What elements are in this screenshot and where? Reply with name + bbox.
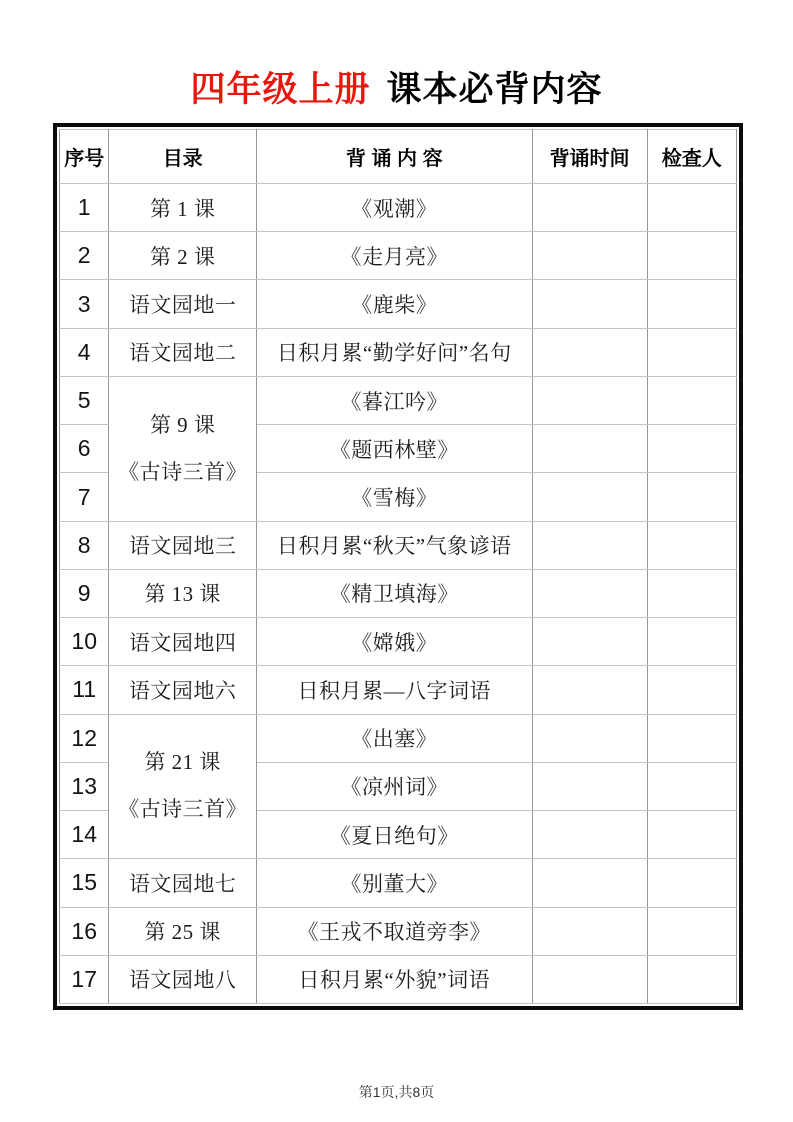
- catalog-cell: 第 13 课: [109, 569, 257, 617]
- content-cell: 《精卫填海》: [256, 569, 532, 617]
- table-row: [60, 714, 737, 762]
- checker-cell: [647, 184, 736, 232]
- content-cell: 日积月累—八字词语: [256, 666, 532, 714]
- checker-cell: [647, 811, 736, 859]
- header-row: [60, 130, 737, 184]
- catalog-cell: 第 1 课: [109, 184, 257, 232]
- content-cell: 《鹿柴》: [256, 280, 532, 328]
- time-cell: [532, 762, 647, 810]
- time-cell: [532, 280, 647, 328]
- checker-cell: [647, 521, 736, 569]
- serial-cell: 1: [60, 184, 109, 232]
- serial-cell: 14: [60, 811, 109, 859]
- checker-cell: [647, 907, 736, 955]
- time-cell: [532, 184, 647, 232]
- content-cell: 《雪梅》: [256, 473, 532, 521]
- content-cell: 《别董大》: [256, 859, 532, 907]
- column-header-time: 背诵时间: [532, 130, 647, 184]
- table-row: [60, 232, 737, 280]
- time-cell: [532, 473, 647, 521]
- time-cell: [532, 714, 647, 762]
- table-row: [60, 666, 737, 714]
- catalog-cell-merged: [109, 376, 257, 521]
- checker-cell: [647, 955, 736, 1003]
- catalog-cell: 语文园地四: [109, 618, 257, 666]
- catalog-cell: 语文园地一: [109, 280, 257, 328]
- serial-cell: 13: [60, 762, 109, 810]
- time-cell: [532, 811, 647, 859]
- page-title: [0, 62, 793, 112]
- catalog-cell: 第 25 课: [109, 907, 257, 955]
- checker-cell: [647, 714, 736, 762]
- time-cell: [532, 569, 647, 617]
- time-cell: [532, 376, 647, 424]
- content-cell: 《凉州词》: [256, 762, 532, 810]
- table-row: [60, 376, 737, 424]
- table-row: [60, 907, 737, 955]
- serial-cell: 17: [60, 955, 109, 1003]
- checker-cell: [647, 425, 736, 473]
- content-cell: 《王戎不取道旁李》: [256, 907, 532, 955]
- column-header-catalog: 目录: [109, 130, 257, 184]
- content-cell: 日积月累“外貌”词语: [256, 955, 532, 1003]
- time-cell: [532, 907, 647, 955]
- checker-cell: [647, 618, 736, 666]
- content-cell: 日积月累“勤学好问”名句: [256, 328, 532, 376]
- serial-cell: 2: [60, 232, 109, 280]
- catalog-line: 《古诗三首》: [118, 459, 248, 484]
- table-row: [60, 955, 737, 1003]
- column-header-checker: 检查人: [647, 130, 736, 184]
- content-table: [59, 129, 737, 1004]
- page-number: 第1页,共8页: [358, 1084, 435, 1100]
- time-cell: [532, 232, 647, 280]
- catalog-cell: 语文园地二: [109, 328, 257, 376]
- checker-cell: [647, 569, 736, 617]
- serial-cell: 7: [60, 473, 109, 521]
- catalog-line: 第 9 课: [149, 412, 216, 437]
- catalog-cell: 语文园地七: [109, 859, 257, 907]
- content-table-frame: [53, 123, 743, 1010]
- serial-cell: 5: [60, 376, 109, 424]
- serial-cell: 12: [60, 714, 109, 762]
- content-cell: 《夏日绝句》: [256, 811, 532, 859]
- serial-cell: 9: [60, 569, 109, 617]
- content-cell: 《暮江吟》: [256, 376, 532, 424]
- content-cell: 《题西林壁》: [256, 425, 532, 473]
- checker-cell: [647, 328, 736, 376]
- checker-cell: [647, 376, 736, 424]
- catalog-line: 《古诗三首》: [118, 797, 248, 822]
- content-cell: 《观潮》: [256, 184, 532, 232]
- column-header-content: 背 诵 内 容: [256, 130, 532, 184]
- table-row: [60, 328, 737, 376]
- catalog-cell: 语文园地八: [109, 955, 257, 1003]
- checker-cell: [647, 473, 736, 521]
- table-row: [60, 618, 737, 666]
- serial-cell: 16: [60, 907, 109, 955]
- table-row: [60, 184, 737, 232]
- table-row: [60, 280, 737, 328]
- table-row: [60, 859, 737, 907]
- serial-cell: 3: [60, 280, 109, 328]
- serial-cell: 6: [60, 425, 109, 473]
- time-cell: [532, 521, 647, 569]
- content-cell: 《走月亮》: [256, 232, 532, 280]
- content-cell: 日积月累“秋天”气象谚语: [256, 521, 532, 569]
- checker-cell: [647, 280, 736, 328]
- catalog-cell-merged: [109, 714, 257, 859]
- catalog-line: 第 21 课: [144, 750, 221, 775]
- serial-cell: 4: [60, 328, 109, 376]
- time-cell: [532, 955, 647, 1003]
- title-grade-part: 四年级上册: [190, 70, 371, 109]
- table-row: [60, 569, 737, 617]
- serial-cell: 11: [60, 666, 109, 714]
- title-rest-part: 课本必背内容: [386, 70, 603, 109]
- time-cell: [532, 328, 647, 376]
- time-cell: [532, 666, 647, 714]
- serial-cell: 10: [60, 618, 109, 666]
- time-cell: [532, 859, 647, 907]
- content-cell: 《嫦娥》: [256, 618, 532, 666]
- column-header-serial: 序号: [60, 130, 109, 184]
- catalog-cell: 语文园地三: [109, 521, 257, 569]
- content-cell: 《出塞》: [256, 714, 532, 762]
- table-row: [60, 521, 737, 569]
- checker-cell: [647, 859, 736, 907]
- catalog-cell: 语文园地六: [109, 666, 257, 714]
- checker-cell: [647, 232, 736, 280]
- time-cell: [532, 618, 647, 666]
- checker-cell: [647, 762, 736, 810]
- time-cell: [532, 425, 647, 473]
- catalog-cell: 第 2 课: [109, 232, 257, 280]
- checker-cell: [647, 666, 736, 714]
- serial-cell: 8: [60, 521, 109, 569]
- serial-cell: 15: [60, 859, 109, 907]
